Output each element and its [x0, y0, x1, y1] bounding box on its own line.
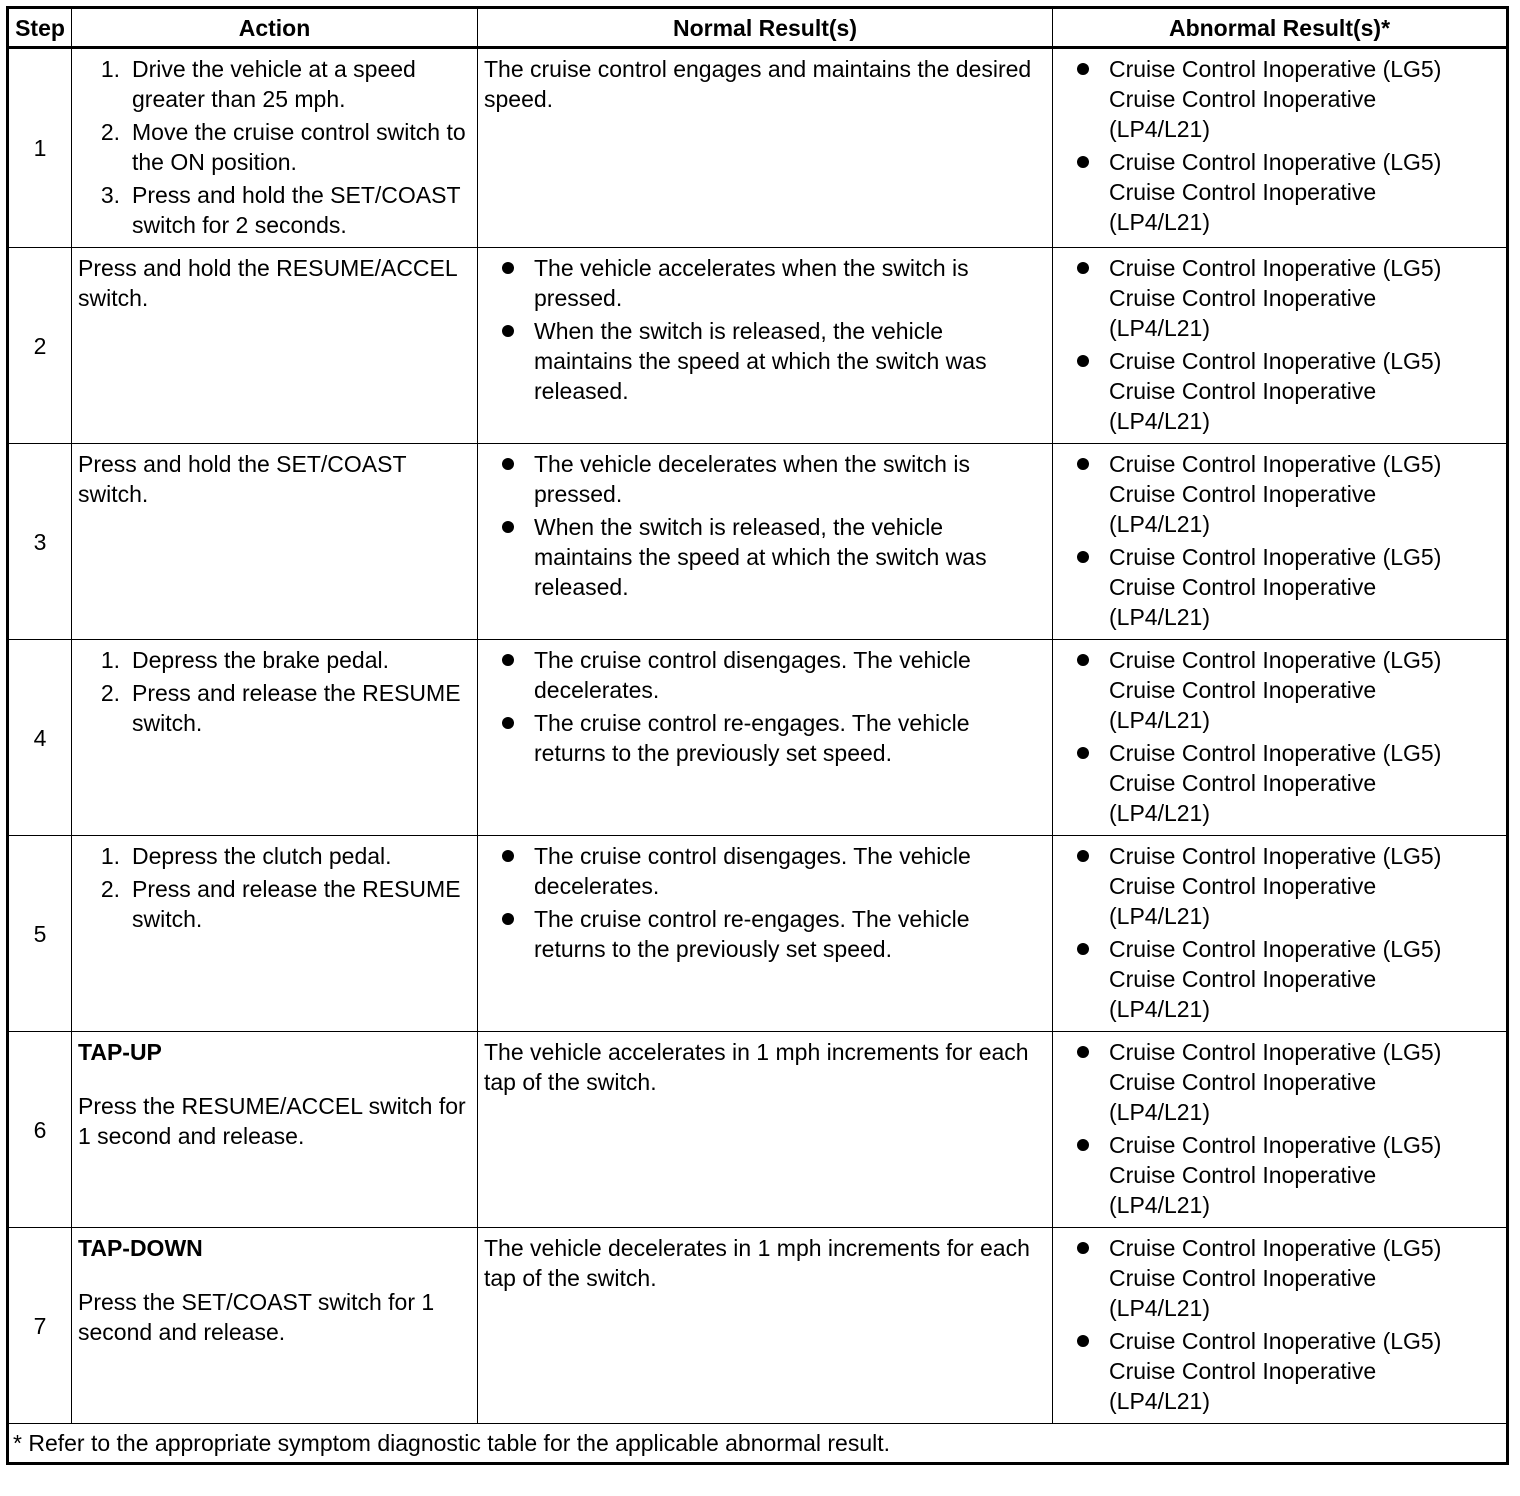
- abnormal-results-list: [1059, 1233, 1500, 1416]
- abnormal-result-cell: [1053, 640, 1508, 836]
- action-cell: [72, 836, 478, 1032]
- abnormal-result-item: Cruise Control Inoperative (LG5) Cruise Control Inoperative (LP4/L21): [1109, 738, 1500, 828]
- normal-result-text: The vehicle accelerates in 1 mph increments for each tap of the switch.: [484, 1039, 1029, 1095]
- abnormal-result-item: Cruise Control Inoperative (LG5) Cruise Control Inoperative (LP4/L21): [1109, 645, 1500, 735]
- step-number: 1: [8, 48, 72, 248]
- header-abnormal-results: Abnormal Result(s)*: [1053, 8, 1508, 48]
- abnormal-result-item: Cruise Control Inoperative (LG5) Cruise Control Inoperative (LP4/L21): [1109, 934, 1500, 1024]
- normal-result-item: When the switch is released, the vehicle maintains the speed at which the switch was released.: [534, 512, 1046, 602]
- normal-result-cell: [478, 640, 1053, 836]
- action-step: Depress the brake pedal.: [132, 647, 389, 673]
- bullet-icon: [502, 717, 514, 729]
- step-number: 7: [8, 1228, 72, 1424]
- normal-result-item: When the switch is released, the vehicle maintains the speed at which the switch was released.: [534, 316, 1046, 406]
- abnormal-result-item: Cruise Control Inoperative (LG5) Cruise Control Inoperative (LP4/L21): [1109, 346, 1500, 436]
- action-text: Press and hold the SET/COAST switch.: [78, 451, 407, 507]
- normal-results-list: [484, 253, 1046, 406]
- step-number: 6: [8, 1032, 72, 1228]
- header-action: Action: [72, 8, 478, 48]
- bullet-icon: [1077, 458, 1089, 470]
- bullet-icon: [1077, 63, 1089, 75]
- abnormal-results-list: [1059, 645, 1500, 828]
- normal-result-item: The cruise control re-engages. The vehicle returns to the previously set speed.: [534, 708, 1046, 768]
- step-number: 4: [8, 640, 72, 836]
- normal-results-list: [484, 841, 1046, 964]
- abnormal-result-item: Cruise Control Inoperative (LG5) Cruise Control Inoperative (LP4/L21): [1109, 841, 1500, 931]
- action-title: TAP-UP: [78, 1039, 162, 1065]
- step-number: 2: [8, 248, 72, 444]
- bullet-icon: [1077, 1335, 1089, 1347]
- bullet-icon: [1077, 1046, 1089, 1058]
- action-steps-list: [78, 645, 471, 738]
- abnormal-results-list: [1059, 1037, 1500, 1220]
- table-row-step-3: [8, 444, 1508, 640]
- action-cell: [72, 640, 478, 836]
- normal-result-cell: [478, 836, 1053, 1032]
- normal-result-cell: [478, 48, 1053, 248]
- normal-result-cell: [478, 1228, 1053, 1424]
- header-row: [8, 8, 1508, 48]
- table-row-step-7: [8, 1228, 1508, 1424]
- abnormal-result-item: Cruise Control Inoperative (LG5) Cruise Control Inoperative (LP4/L21): [1109, 54, 1500, 144]
- normal-result-item: The cruise control disengages. The vehicle decelerates.: [534, 645, 1046, 705]
- normal-results-list: [484, 449, 1046, 602]
- abnormal-result-item: Cruise Control Inoperative (LG5) Cruise Control Inoperative (LP4/L21): [1109, 1037, 1500, 1127]
- abnormal-result-item: Cruise Control Inoperative (LG5) Cruise Control Inoperative (LP4/L21): [1109, 147, 1500, 237]
- diagnostic-table: [6, 6, 1509, 1465]
- abnormal-result-item: Cruise Control Inoperative (LG5) Cruise Control Inoperative (LP4/L21): [1109, 1130, 1500, 1220]
- bullet-icon: [502, 262, 514, 274]
- action-cell: [72, 248, 478, 444]
- table-row-step-2: [8, 248, 1508, 444]
- table-row-step-1: [8, 48, 1508, 248]
- normal-result-item: The cruise control disengages. The vehicle decelerates.: [534, 841, 1046, 901]
- action-step: Press and release the RESUME switch.: [132, 680, 461, 736]
- bullet-icon: [1077, 156, 1089, 168]
- action-steps-list: [78, 841, 471, 934]
- bullet-icon: [502, 654, 514, 666]
- bullet-icon: [1077, 654, 1089, 666]
- normal-results-list: [484, 645, 1046, 768]
- normal-result-item: The cruise control re-engages. The vehicle returns to the previously set speed.: [534, 904, 1046, 964]
- action-step: Press and hold the SET/COAST switch for 2 seconds.: [132, 182, 461, 238]
- abnormal-result-cell: [1053, 444, 1508, 640]
- step-number: 5: [8, 836, 72, 1032]
- bullet-icon: [1077, 943, 1089, 955]
- footnote: * Refer to the appropriate symptom diagnostic table for the applicable abnormal result.: [8, 1424, 1508, 1464]
- abnormal-results-list: [1059, 253, 1500, 436]
- abnormal-result-item: Cruise Control Inoperative (LG5) Cruise Control Inoperative (LP4/L21): [1109, 542, 1500, 632]
- header-normal-results: Normal Result(s): [478, 8, 1053, 48]
- bullet-icon: [502, 850, 514, 862]
- normal-result-text: The cruise control engages and maintains the desired speed.: [484, 56, 1032, 112]
- action-text: Press and hold the RESUME/ACCEL switch.: [78, 255, 457, 311]
- abnormal-result-item: Cruise Control Inoperative (LG5) Cruise Control Inoperative (LP4/L21): [1109, 1233, 1500, 1323]
- action-step: Depress the clutch pedal.: [132, 843, 392, 869]
- bullet-icon: [1077, 1242, 1089, 1254]
- abnormal-result-item: Cruise Control Inoperative (LG5) Cruise Control Inoperative (LP4/L21): [1109, 449, 1500, 539]
- normal-result-cell: [478, 444, 1053, 640]
- bullet-icon: [1077, 850, 1089, 862]
- bullet-icon: [502, 458, 514, 470]
- normal-result-item: The vehicle decelerates when the switch is pressed.: [534, 449, 1046, 509]
- action-cell: [72, 444, 478, 640]
- footnote-row: [8, 1424, 1508, 1464]
- action-step: Drive the vehicle at a speed greater than 25 mph.: [132, 56, 416, 112]
- normal-result-cell: [478, 1032, 1053, 1228]
- bullet-icon: [1077, 355, 1089, 367]
- action-step: Press and release the RESUME switch.: [132, 876, 461, 932]
- abnormal-results-list: [1059, 449, 1500, 632]
- table-row-step-5: [8, 836, 1508, 1032]
- abnormal-result-cell: [1053, 248, 1508, 444]
- abnormal-result-cell: [1053, 48, 1508, 248]
- action-steps-list: [78, 54, 471, 240]
- bullet-icon: [1077, 747, 1089, 759]
- bullet-icon: [1077, 262, 1089, 274]
- action-cell: [72, 1032, 478, 1228]
- abnormal-results-list: [1059, 54, 1500, 237]
- normal-result-item: The vehicle accelerates when the switch is pressed.: [534, 253, 1046, 313]
- abnormal-result-cell: [1053, 1228, 1508, 1424]
- bullet-icon: [502, 325, 514, 337]
- action-title: TAP-DOWN: [78, 1235, 203, 1261]
- normal-result-cell: [478, 248, 1053, 444]
- abnormal-result-item: Cruise Control Inoperative (LG5) Cruise Control Inoperative (LP4/L21): [1109, 253, 1500, 343]
- action-text: Press the RESUME/ACCEL switch for 1 second and release.: [78, 1093, 466, 1149]
- action-text: Press the SET/COAST switch for 1 second and release.: [78, 1289, 435, 1345]
- action-step: Move the cruise control switch to the ON position.: [132, 119, 466, 175]
- action-cell: [72, 48, 478, 248]
- abnormal-results-list: [1059, 841, 1500, 1024]
- table-row-step-4: [8, 640, 1508, 836]
- normal-result-text: The vehicle decelerates in 1 mph increments for each tap of the switch.: [484, 1235, 1030, 1291]
- step-number: 3: [8, 444, 72, 640]
- bullet-icon: [1077, 1139, 1089, 1151]
- bullet-icon: [502, 913, 514, 925]
- abnormal-result-item: Cruise Control Inoperative (LG5) Cruise Control Inoperative (LP4/L21): [1109, 1326, 1500, 1416]
- header-step: Step: [8, 8, 72, 48]
- bullet-icon: [502, 521, 514, 533]
- bullet-icon: [1077, 551, 1089, 563]
- table-row-step-6: [8, 1032, 1508, 1228]
- action-cell: [72, 1228, 478, 1424]
- abnormal-result-cell: [1053, 1032, 1508, 1228]
- abnormal-result-cell: [1053, 836, 1508, 1032]
